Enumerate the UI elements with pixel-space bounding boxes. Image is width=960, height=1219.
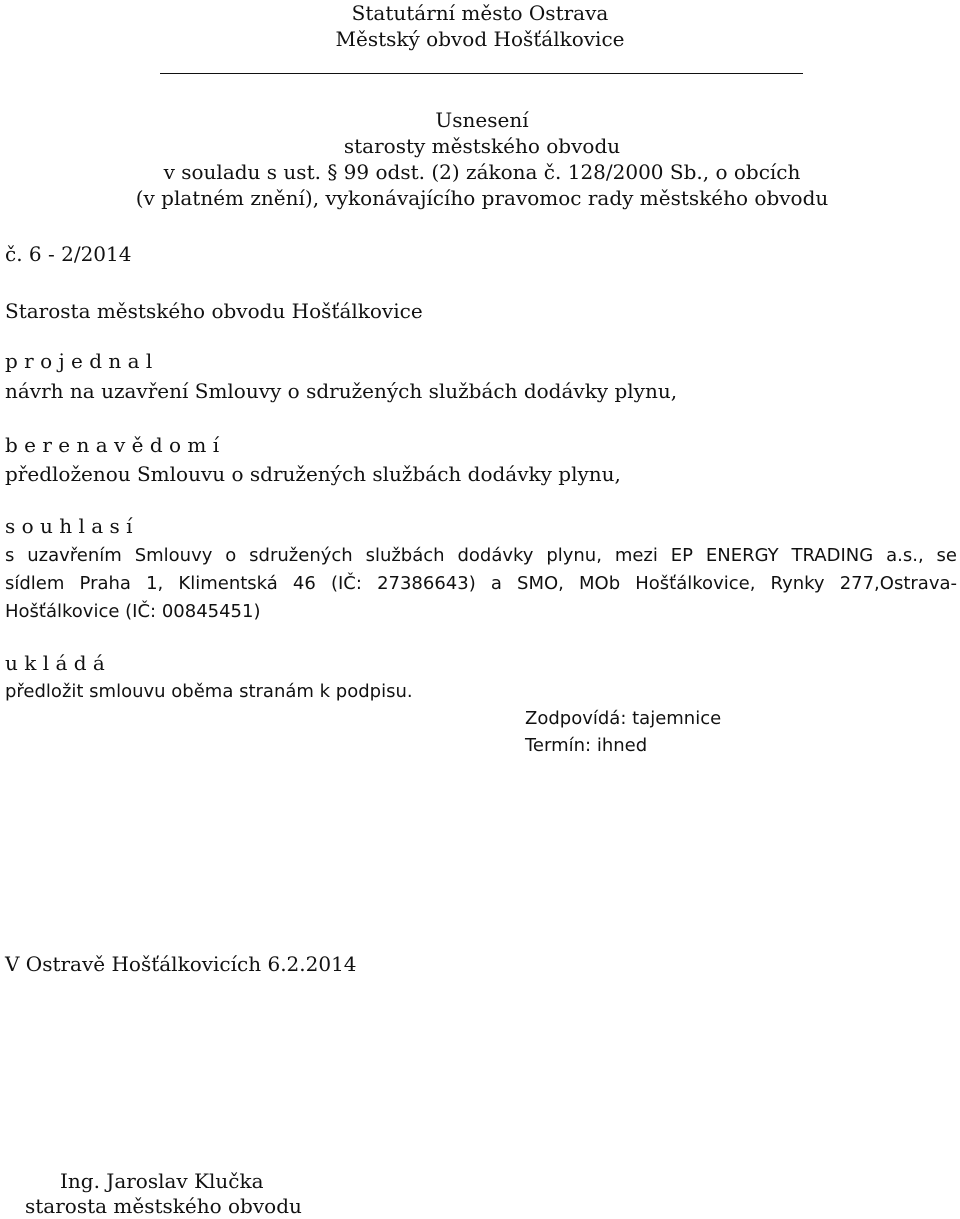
- responsible-person: Zodpovídá: tajemnice: [525, 708, 722, 729]
- signatory-role: starosta městského obvodu: [25, 1194, 302, 1218]
- discussed-label: p r o j e d n a l: [5, 349, 153, 373]
- resolution-number: č. 6 - 2/2014: [5, 242, 132, 266]
- legal-basis-line2: (v platném znění), vykonávajícího pravomoc rady městského obvodu: [135, 186, 829, 210]
- district-heading: Městský obvod Hošťálkovice: [335, 27, 625, 51]
- discussed-text: návrh na uzavření Smlouvy o sdružených službách dodávky plynu,: [5, 379, 678, 403]
- document-subtitle: starosty městského obvodu: [343, 134, 621, 158]
- header-divider: [160, 73, 803, 74]
- signatory-name: Ing. Jaroslav Klučka: [60, 1169, 264, 1193]
- agrees-text-line1: s uzavřením Smlouvy o sdružených službách dodávky plynu, mezi EP ENERGY TRADING a.s., se: [5, 545, 957, 566]
- place-and-date: V Ostravě Hošťálkovicích 6.2.2014: [5, 952, 357, 976]
- document-title: Usnesení: [435, 108, 529, 132]
- agrees-label: s o u h l a s í: [5, 514, 133, 538]
- orders-label: u k l á d á: [5, 651, 105, 675]
- legal-basis-line1: v souladu s ust. § 99 odst. (2) zákona č. 128/2000 Sb., o obcích: [163, 160, 801, 184]
- deadline: Termín: ihned: [525, 735, 648, 756]
- noted-text: předloženou Smlouvu o sdružených službách dodávky plynu,: [5, 462, 621, 486]
- orders-text: předložit smlouvu oběma stranám k podpisu.: [5, 681, 413, 702]
- noted-label: b e r e n a v ě d o m í: [5, 433, 220, 457]
- agrees-text-line3: Hošťálkovice (IČ: 00845451): [5, 601, 261, 622]
- subject-line: Starosta městského obvodu Hošťálkovice: [5, 299, 423, 323]
- agrees-text-line2: sídlem Praha 1, Klimentská 46 (IČ: 27386643) a SMO, MOb Hošťálkovice, Rynky 277,Ostrava-: [5, 573, 957, 594]
- city-heading: Statutární město Ostrava: [351, 1, 609, 25]
